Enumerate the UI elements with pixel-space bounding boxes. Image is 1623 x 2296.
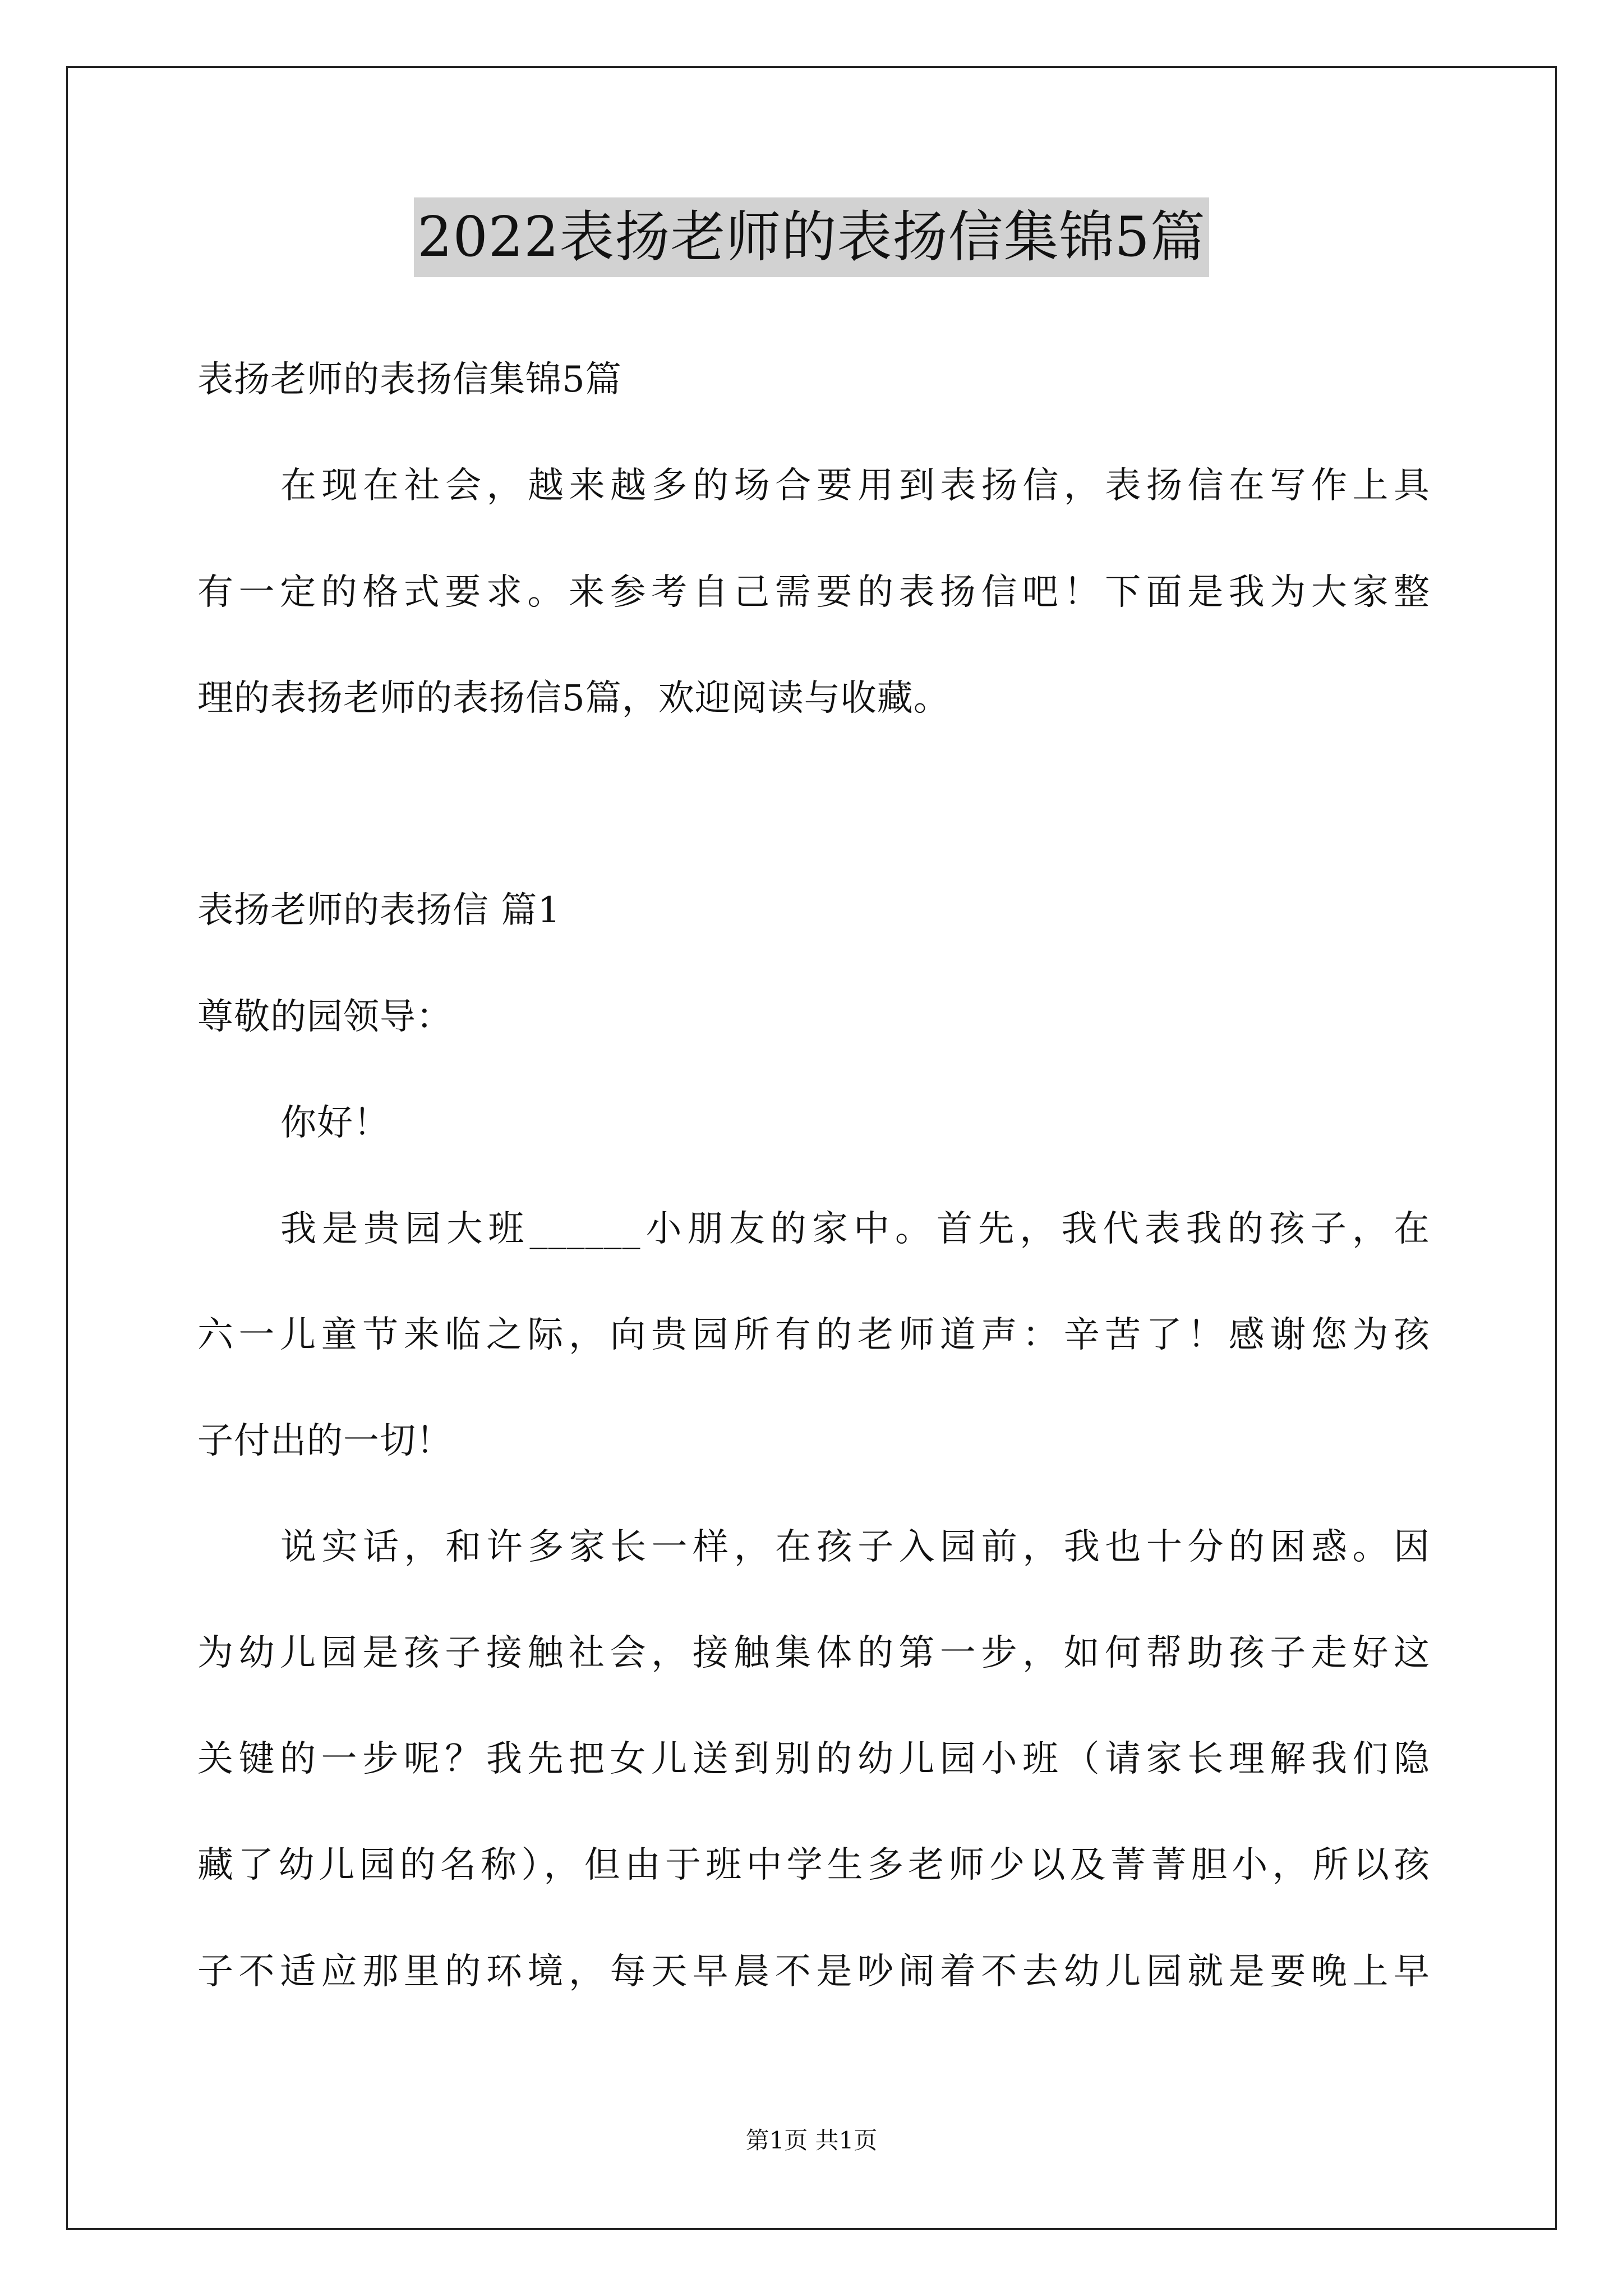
paragraph-line: 子不适应那里的环境，每天早晨不是吵闹着不去幼儿园就是要晚上早: [197, 1951, 1430, 1993]
page-footer: 第1页 共1页: [745, 2127, 878, 2154]
paragraph-line: 子付出的一切！: [197, 1420, 453, 1462]
paragraph-line: 我是贵园大班______小朋友的家中。首先，我代表我的孩子，在: [280, 1208, 1430, 1250]
salutation: 尊敬的园领导：: [197, 996, 453, 1038]
title-container: [0, 197, 1623, 277]
paragraph-line: 关键的一步呢？我先把女儿送到别的幼儿园小班（请家长理解我们隐: [197, 1738, 1430, 1780]
paragraph-line: 藏了幼儿园的名称），但由于班中学生多老师少以及菁菁胆小，所以孩: [197, 1844, 1430, 1886]
document-title: 2022表扬老师的表扬信集锦5篇: [414, 197, 1209, 277]
section-heading: 表扬老师的表扬信 篇1: [197, 890, 561, 931]
greeting: 你好！: [280, 1102, 390, 1144]
intro-line: 有一定的格式要求。来参考自己需要的表扬信吧！下面是我为大家整: [197, 572, 1430, 613]
paragraph-line: 说实话，和许多家长一样，在孩子入园前，我也十分的困惑。因: [280, 1526, 1430, 1568]
intro-line: 理的表扬老师的表扬信5篇，欢迎阅读与收藏。: [197, 678, 950, 719]
intro-line: 在现在社会，越来越多的场合要用到表扬信，表扬信在写作上具: [280, 465, 1430, 507]
subtitle: 表扬老师的表扬信集锦5篇: [197, 359, 622, 401]
paragraph-line: 为幼儿园是孩子接触社会，接触集体的第一步，如何帮助孩子走好这: [197, 1632, 1430, 1674]
paragraph-line: 六一儿童节来临之际，向贵园所有的老师道声：辛苦了！感谢您为孩: [197, 1314, 1430, 1356]
